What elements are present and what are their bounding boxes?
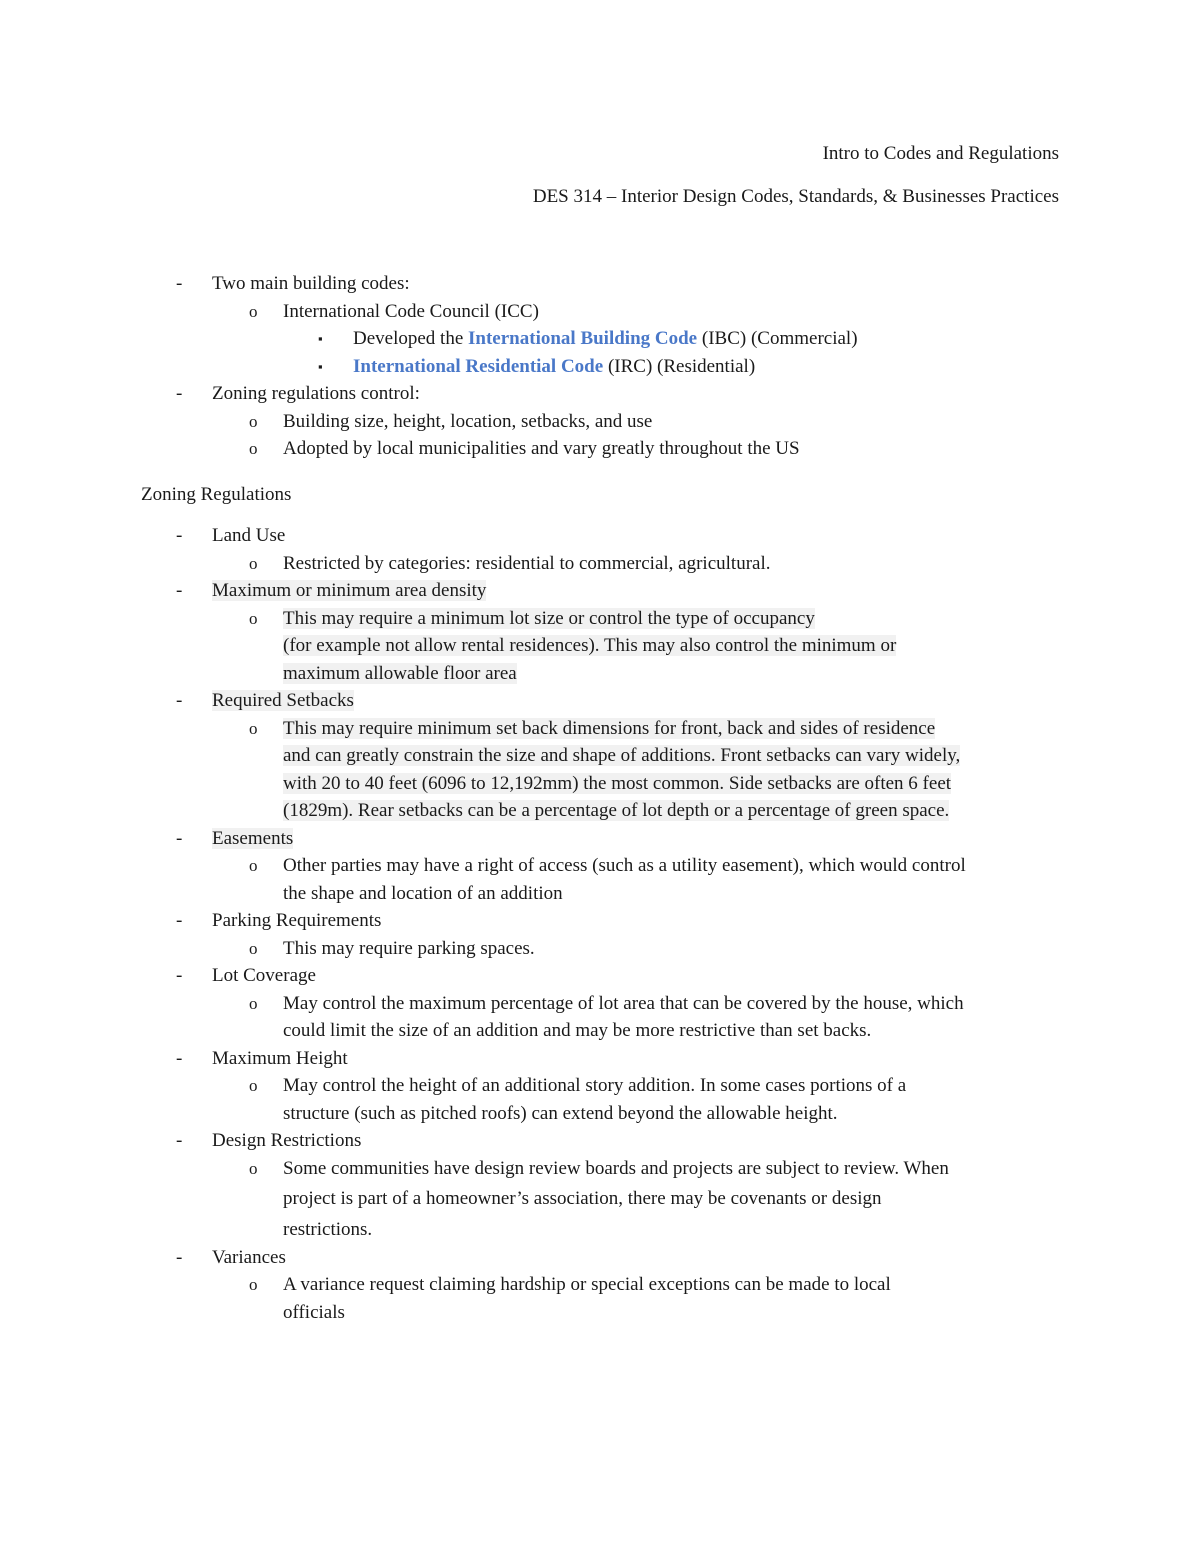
list-item-continuation (0, 742, 1200, 770)
list-item-text: could limit the size of an addition and may be more restrictive than set backs. (283, 1020, 872, 1041)
list-item (0, 577, 1200, 605)
list-item-text: International Code Council (ICC) (283, 300, 539, 322)
list-item (0, 962, 1200, 990)
list-item (0, 1155, 1200, 1183)
list-item-text: This may require a minimum lot size or control the type of occupancy (283, 607, 815, 629)
list-item (0, 715, 1200, 743)
list-item (0, 550, 1200, 578)
list-item-text: Variances (212, 1246, 286, 1268)
ibc-link[interactable]: International Building Code (468, 328, 698, 349)
ibc-suffix: (IBC) (Commercial) (697, 328, 858, 349)
dash-bullet: - (176, 1047, 183, 1069)
dash-bullet: - (176, 525, 183, 546)
list-item (0, 852, 1200, 880)
list-item-text: Design Restrictions (212, 1130, 362, 1151)
list-item (0, 935, 1200, 963)
dash-bullet: - (176, 383, 183, 404)
ibc-prefix: Developed the (353, 328, 469, 349)
list-item (0, 825, 1200, 853)
list-item-continuation (0, 1100, 1200, 1128)
list-item-text (353, 325, 1200, 353)
circle-bullet: o (249, 608, 258, 628)
list-item-continuation (0, 1216, 1200, 1244)
circle-bullet: o (249, 718, 258, 738)
circle-bullet: o (249, 1076, 258, 1095)
list-item-continuation (0, 1299, 1200, 1327)
course-title: DES 314 – Interior Design Codes, Standards, & Businesses Practices (532, 186, 1059, 207)
circle-bullet: o (249, 553, 258, 573)
dash-bullet: - (176, 1130, 183, 1151)
section-heading: Zoning Regulations (141, 483, 292, 505)
list-item-text: Land Use (212, 525, 286, 546)
list-item-text: (1829m). Rear setbacks can be a percentage of lot depth or a percentage of green space. (283, 800, 950, 821)
circle-bullet: o (249, 301, 258, 321)
list-item (0, 1045, 1200, 1073)
list-item-text: Required Setbacks (212, 690, 354, 711)
list-item-text: restrictions. (283, 1219, 373, 1240)
list-item (0, 380, 1200, 408)
list-item-text: Restricted by categories: residential to commercial, agricultural. (283, 552, 771, 574)
circle-bullet: o (249, 856, 258, 875)
list-item (0, 1072, 1200, 1100)
list-item (0, 605, 1200, 633)
list-item (0, 522, 1200, 550)
list-item-text: May control the maximum percentage of lot area that can be covered by the house, which (283, 992, 964, 1014)
list-item-continuation (0, 632, 1200, 660)
list-item-text: Easements (212, 827, 294, 849)
list-item (0, 687, 1200, 715)
irc-link[interactable]: International Residential Code (353, 355, 604, 377)
list-item-text: Other parties may have a right of access (such as a utility easement), which would control (283, 855, 966, 876)
list-item-text: structure (such as pitched roofs) can extend beyond the allowable height. (283, 1102, 838, 1124)
dash-bullet: - (176, 827, 183, 849)
list-item-continuation (0, 770, 1200, 798)
list-item-text: Maximum Height (212, 1047, 348, 1069)
list-item (0, 907, 1200, 935)
list-item (0, 1244, 1200, 1272)
circle-bullet: o (249, 439, 258, 458)
list-item-text: Zoning regulations control: (212, 383, 420, 404)
list-item-text: Building size, height, location, setbacks, and use (283, 410, 653, 432)
list-item (0, 408, 1200, 436)
list-item (0, 353, 1200, 381)
list-item (0, 990, 1200, 1018)
dash-bullet: - (176, 580, 183, 601)
list-item-text (353, 353, 1200, 381)
list-item (0, 1127, 1200, 1155)
list-item-continuation (0, 1017, 1200, 1045)
circle-bullet: o (249, 993, 258, 1013)
document-title: Intro to Codes and Regulations (822, 143, 1059, 164)
list-item-text: Lot Coverage (212, 965, 316, 986)
list-item-text: the shape and location of an addition (283, 882, 563, 904)
list-item-text: Maximum or minimum area density (212, 580, 487, 601)
list-item-text: and can greatly constrain the size and shape of additions. Front setbacks can vary widely, (283, 745, 961, 766)
dash-bullet: - (176, 910, 183, 931)
list-item-continuation (0, 1182, 1200, 1216)
list-item-text: (for example not allow rental residences). This may also control the minimum or (283, 635, 897, 656)
list-item-text: Some communities have design review boards and projects are subject to review. When (283, 1157, 949, 1179)
list-item-continuation (0, 797, 1200, 825)
dash-bullet: - (176, 690, 183, 711)
list-item-text: A variance request claiming hardship or special exceptions can be made to local (283, 1274, 891, 1295)
list-item-text: with 20 to 40 feet (6096 to 12,192mm) the most common. Side setbacks are often 6 feet (283, 772, 952, 794)
list-item-continuation (0, 660, 1200, 688)
dash-bullet: - (176, 965, 183, 986)
circle-bullet: o (249, 1275, 258, 1294)
list-item-text: maximum allowable floor area (283, 662, 517, 684)
square-bullet: ▪ (318, 331, 323, 346)
list-item-text: officials (283, 1301, 345, 1323)
list-item-text: project is part of a homeowner’s association, there may be covenants or design (283, 1188, 882, 1209)
list-item (0, 325, 1200, 353)
list-item (0, 298, 1200, 326)
list-item-text: This may require minimum set back dimensions for front, back and sides of residence (283, 717, 936, 739)
dash-bullet: - (176, 273, 183, 294)
dash-bullet: - (176, 1246, 183, 1268)
list-item-text: Parking Requirements (212, 910, 382, 931)
irc-suffix: (IRC) (Residential) (603, 355, 756, 377)
circle-bullet: o (249, 1158, 258, 1178)
list-item-text: This may require parking spaces. (283, 937, 535, 959)
section-heading-row (0, 481, 1200, 509)
circle-bullet: o (249, 938, 258, 958)
square-bullet: ▪ (318, 358, 323, 374)
list-item-text: Adopted by local municipalities and vary greatly throughout the US (283, 438, 800, 459)
list-item (0, 435, 1200, 463)
list-item-continuation (0, 880, 1200, 908)
list-item (0, 270, 1200, 298)
list-item-text: May control the height of an additional story addition. In some cases portions of a (283, 1075, 907, 1096)
list-item (0, 1271, 1200, 1299)
list-item-text: Two main building codes: (212, 273, 410, 294)
circle-bullet: o (249, 411, 258, 431)
document-body (0, 270, 1200, 1326)
